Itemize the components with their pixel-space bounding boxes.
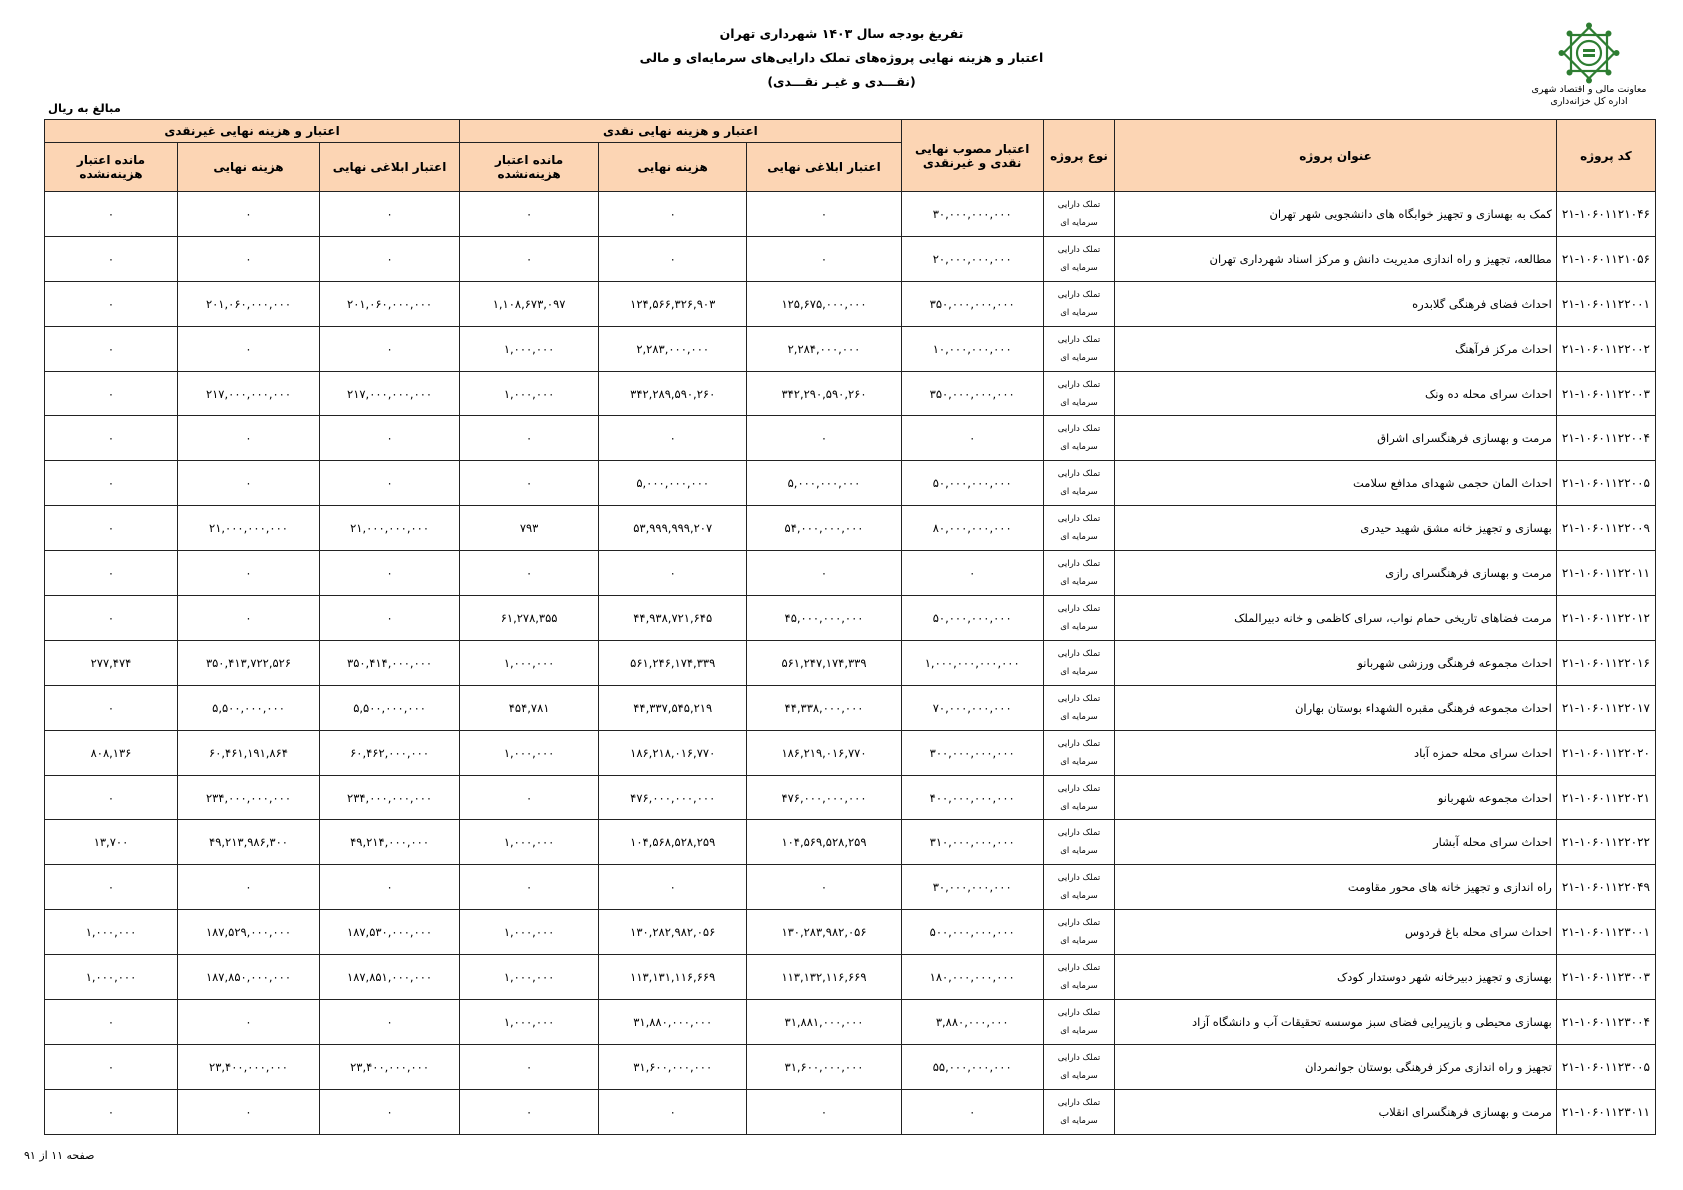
cell-noncash-notified: ۰ <box>320 192 460 237</box>
cell-noncash-notified: ۳۵۰,۴۱۴,۰۰۰,۰۰۰ <box>320 640 460 685</box>
document-titles <box>0 22 1683 94</box>
cell-noncash-cost: ۰ <box>177 1000 319 1045</box>
project-type-line-1: تملک دارایی <box>1057 1052 1101 1063</box>
table-row <box>45 236 1656 281</box>
cell-approved: ۷۰,۰۰۰,۰۰۰,۰۰۰ <box>901 685 1043 730</box>
project-type-line-2: سرمایه ای <box>1060 1115 1098 1126</box>
project-type-line-1: تملک دارایی <box>1057 1007 1101 1018</box>
cell-project-code: ۲۱-۱۰۶۰۱۱۲۳۰۰۱ <box>1556 910 1655 955</box>
table-row <box>45 192 1656 237</box>
cell-cash-unspent: ۱,۰۰۰,۰۰۰ <box>460 910 599 955</box>
project-type-line-2: سرمایه ای <box>1060 352 1098 363</box>
col-header-noncash-notified: اعتبار ابلاغی نهایی <box>320 143 460 192</box>
municipality-logo <box>1529 22 1649 108</box>
cell-project-code: ۲۱-۱۰۶۰۱۱۲۲۰۰۹ <box>1556 506 1655 551</box>
cell-cash-cost: ۳۴۲,۲۸۹,۵۹۰,۲۶۰ <box>599 371 747 416</box>
cell-cash-notified: ۴۵,۰۰۰,۰۰۰,۰۰۰ <box>747 596 901 641</box>
cell-noncash-cost: ۰ <box>177 596 319 641</box>
cell-project-title: مرمت و بهسازی فرهنگسرای انقلاب <box>1115 1089 1557 1134</box>
cell-noncash-notified: ۴۹,۲۱۴,۰۰۰,۰۰۰ <box>320 820 460 865</box>
project-type-line-2: سرمایه ای <box>1060 756 1098 767</box>
cell-noncash-unspent: ۰ <box>45 865 178 910</box>
cell-cash-cost: ۴۴,۹۳۸,۷۲۱,۶۴۵ <box>599 596 747 641</box>
cell-approved: ۵۰,۰۰۰,۰۰۰,۰۰۰ <box>901 461 1043 506</box>
cell-project-title: احداث المان حجمی شهدای مدافع سلامت <box>1115 461 1557 506</box>
cell-noncash-cost: ۰ <box>177 236 319 281</box>
cell-project-code: ۲۱-۱۰۶۰۱۱۲۲۰۲۲ <box>1556 820 1655 865</box>
cell-noncash-notified: ۲۱,۰۰۰,۰۰۰,۰۰۰ <box>320 506 460 551</box>
cell-noncash-cost: ۰ <box>177 416 319 461</box>
cell-project-code: ۲۱-۱۰۶۰۱۱۲۲۰۲۰ <box>1556 730 1655 775</box>
cell-noncash-unspent: ۰ <box>45 685 178 730</box>
table-row <box>45 955 1656 1000</box>
cell-project-title: احداث سرای محله آبشار <box>1115 820 1557 865</box>
cell-cash-cost: ۰ <box>599 416 747 461</box>
cell-noncash-unspent: ۰ <box>45 506 178 551</box>
cell-project-title: احداث سرای محله حمزه آباد <box>1115 730 1557 775</box>
cell-project-title: احداث مجموعه فرهنگی مقبره الشهداء بوستان بهاران <box>1115 685 1557 730</box>
project-type-line-2: سرمایه ای <box>1060 307 1098 318</box>
project-type-line-1: تملک دارایی <box>1057 918 1101 929</box>
cell-cash-notified: ۰ <box>747 192 901 237</box>
cell-cash-unspent: ۱,۰۰۰,۰۰۰ <box>460 326 599 371</box>
table-row <box>45 551 1656 596</box>
cell-cash-cost: ۲,۲۸۳,۰۰۰,۰۰۰ <box>599 326 747 371</box>
cell-project-type <box>1043 192 1115 237</box>
cell-noncash-cost: ۳۵۰,۴۱۳,۷۲۲,۵۲۶ <box>177 640 319 685</box>
cell-cash-notified: ۵,۰۰۰,۰۰۰,۰۰۰ <box>747 461 901 506</box>
cell-cash-cost: ۱۳۰,۲۸۲,۹۸۲,۰۵۶ <box>599 910 747 955</box>
cell-approved: ۱۰,۰۰۰,۰۰۰,۰۰۰ <box>901 326 1043 371</box>
table-row <box>45 371 1656 416</box>
cell-cash-unspent: ۱,۰۰۰,۰۰۰ <box>460 640 599 685</box>
table-body <box>45 192 1656 1135</box>
cell-cash-cost: ۱۰۴,۵۶۸,۵۲۸,۲۵۹ <box>599 820 747 865</box>
cell-project-type <box>1043 640 1115 685</box>
col-group-noncash: اعتبار و هزینه نهایی غیرنقدی <box>45 120 460 143</box>
cell-cash-notified: ۵۴,۰۰۰,۰۰۰,۰۰۰ <box>747 506 901 551</box>
cell-project-title: احداث سرای محله باغ فردوس <box>1115 910 1557 955</box>
cell-approved: ۵۰,۰۰۰,۰۰۰,۰۰۰ <box>901 596 1043 641</box>
tehran-municipality-emblem-icon <box>1558 22 1620 84</box>
cell-noncash-notified: ۰ <box>320 416 460 461</box>
col-group-cash: اعتبار و هزینه نهایی نقدی <box>460 120 902 143</box>
cell-project-type <box>1043 551 1115 596</box>
cell-project-code: ۲۱-۱۰۶۰۱۱۲۲۰۰۵ <box>1556 461 1655 506</box>
cell-noncash-notified: ۶۰,۴۶۲,۰۰۰,۰۰۰ <box>320 730 460 775</box>
cell-noncash-unspent: ۸۰۸,۱۳۶ <box>45 730 178 775</box>
cell-cash-unspent: ۷۹۳ <box>460 506 599 551</box>
col-header-cash-cost: هزینه نهایی <box>599 143 747 192</box>
cell-noncash-unspent: ۰ <box>45 1000 178 1045</box>
cell-project-title: راه اندازی و تجهیز خانه های محور مقاومت <box>1115 865 1557 910</box>
cell-cash-cost: ۰ <box>599 865 747 910</box>
cell-noncash-notified: ۲۱۷,۰۰۰,۰۰۰,۰۰۰ <box>320 371 460 416</box>
cell-cash-cost: ۵,۰۰۰,۰۰۰,۰۰۰ <box>599 461 747 506</box>
cell-cash-cost: ۴۷۶,۰۰۰,۰۰۰,۰۰۰ <box>599 775 747 820</box>
cell-project-code: ۲۱-۱۰۶۰۱۱۲۲۰۱۷ <box>1556 685 1655 730</box>
col-header-cash-unspent: مانده اعتبار هزینه‌نشده <box>460 143 599 192</box>
project-type-line-1: تملک دارایی <box>1057 1097 1101 1108</box>
cell-project-code: ۲۱-۱۰۶۰۱۱۲۳۰۰۵ <box>1556 1044 1655 1089</box>
cell-noncash-cost: ۲۱,۰۰۰,۰۰۰,۰۰۰ <box>177 506 319 551</box>
cell-noncash-notified: ۰ <box>320 1000 460 1045</box>
table-row <box>45 326 1656 371</box>
project-type-line-2: سرمایه ای <box>1060 397 1098 408</box>
cell-cash-cost: ۴۴,۳۳۷,۵۴۵,۲۱۹ <box>599 685 747 730</box>
cell-project-type <box>1043 326 1115 371</box>
cell-cash-notified: ۱۳۰,۲۸۳,۹۸۲,۰۵۶ <box>747 910 901 955</box>
cell-project-type <box>1043 506 1115 551</box>
project-type-line-2: سرمایه ای <box>1060 487 1098 498</box>
cell-cash-notified: ۴۴,۳۳۸,۰۰۰,۰۰۰ <box>747 685 901 730</box>
cell-noncash-notified: ۰ <box>320 596 460 641</box>
project-type-line-2: سرمایه ای <box>1060 621 1098 632</box>
col-header-code: کد پروژه <box>1556 120 1655 192</box>
col-header-type: نوع پروژه <box>1043 120 1115 192</box>
cell-noncash-cost: ۰ <box>177 551 319 596</box>
cell-noncash-unspent: ۰ <box>45 551 178 596</box>
cell-project-code: ۲۱-۱۰۶۰۱۱۲۲۰۰۴ <box>1556 416 1655 461</box>
project-type-line-2: سرمایه ای <box>1060 262 1098 273</box>
project-type-line-1: تملک دارایی <box>1057 559 1101 570</box>
cell-project-code: ۲۱-۱۰۶۰۱۱۲۲۰۱۱ <box>1556 551 1655 596</box>
project-type-line-2: سرمایه ای <box>1060 1070 1098 1081</box>
cell-approved: ۵۵,۰۰۰,۰۰۰,۰۰۰ <box>901 1044 1043 1089</box>
cell-cash-unspent: ۱,۰۰۰,۰۰۰ <box>460 371 599 416</box>
cell-noncash-cost: ۴۹,۲۱۳,۹۸۶,۳۰۰ <box>177 820 319 865</box>
table-row <box>45 910 1656 955</box>
cell-project-type <box>1043 371 1115 416</box>
project-type-line-2: سرمایه ای <box>1060 217 1098 228</box>
cell-noncash-notified: ۲۳۴,۰۰۰,۰۰۰,۰۰۰ <box>320 775 460 820</box>
project-type-line-1: تملک دارایی <box>1057 244 1101 255</box>
project-type-line-2: سرمایه ای <box>1060 801 1098 812</box>
project-type-line-2: سرمایه ای <box>1060 981 1098 992</box>
project-type-line-1: تملک دارایی <box>1057 424 1101 435</box>
cell-project-type <box>1043 955 1115 1000</box>
logo-caption-2: اداره کل خزانه‌داری <box>1550 96 1628 107</box>
cell-approved: ۳,۸۸۰,۰۰۰,۰۰۰ <box>901 1000 1043 1045</box>
table-row <box>45 1089 1656 1134</box>
project-type-line-2: سرمایه ای <box>1060 442 1098 453</box>
cell-noncash-unspent: ۰ <box>45 596 178 641</box>
cell-project-code: ۲۱-۱۰۶۰۱۱۲۲۰۰۳ <box>1556 371 1655 416</box>
cell-noncash-notified: ۲۰۱,۰۶۰,۰۰۰,۰۰۰ <box>320 281 460 326</box>
cell-cash-unspent: ۰ <box>460 192 599 237</box>
cell-project-code: ۲۱-۱۰۶۰۱۱۲۳۰۱۱ <box>1556 1089 1655 1134</box>
cell-noncash-cost: ۲۱۷,۰۰۰,۰۰۰,۰۰۰ <box>177 371 319 416</box>
cell-noncash-notified: ۰ <box>320 1089 460 1134</box>
table-row <box>45 1044 1656 1089</box>
project-type-line-1: تملک دارایی <box>1057 603 1101 614</box>
cell-cash-notified: ۰ <box>747 236 901 281</box>
cell-approved: ۳۵۰,۰۰۰,۰۰۰,۰۰۰ <box>901 281 1043 326</box>
cell-project-type <box>1043 865 1115 910</box>
cell-project-type <box>1043 416 1115 461</box>
cell-noncash-notified: ۱۸۷,۸۵۱,۰۰۰,۰۰۰ <box>320 955 460 1000</box>
project-type-line-2: سرمایه ای <box>1060 532 1098 543</box>
table-row <box>45 596 1656 641</box>
cell-noncash-notified: ۰ <box>320 326 460 371</box>
cell-project-type <box>1043 1089 1115 1134</box>
cell-project-title: احداث فضای فرهنگی گلابدره <box>1115 281 1557 326</box>
cell-project-title: احداث مجموعه فرهنگی ورزشی شهربانو <box>1115 640 1557 685</box>
cell-project-code: ۲۱-۱۰۶۰۱۱۲۲۰۱۲ <box>1556 596 1655 641</box>
cell-cash-notified: ۳۴۲,۲۹۰,۵۹۰,۲۶۰ <box>747 371 901 416</box>
cell-cash-notified: ۰ <box>747 551 901 596</box>
table-row <box>45 461 1656 506</box>
cell-noncash-notified: ۰ <box>320 461 460 506</box>
cell-project-title: مرمت فضاهای تاریخی حمام نواب، سرای کاظمی و خانه دبیرالملک <box>1115 596 1557 641</box>
cell-noncash-cost: ۶۰,۴۶۱,۱۹۱,۸۶۴ <box>177 730 319 775</box>
cell-approved: ۰ <box>901 551 1043 596</box>
cell-noncash-unspent: ۰ <box>45 461 178 506</box>
cell-project-title: مرمت و بهسازی فرهنگسرای اشراق <box>1115 416 1557 461</box>
project-type-line-1: تملک دارایی <box>1057 738 1101 749</box>
table-row <box>45 506 1656 551</box>
cell-project-title: مطالعه، تجهیز و راه اندازی مدیریت دانش و مرکز اسناد شهرداری تهران <box>1115 236 1557 281</box>
cell-project-type <box>1043 910 1115 955</box>
cell-project-code: ۲۱-۱۰۶۰۱۱۲۲۰۲۱ <box>1556 775 1655 820</box>
cell-project-code: ۲۱-۱۰۶۰۱۱۲۲۰۰۱ <box>1556 281 1655 326</box>
cell-noncash-notified: ۲۳,۴۰۰,۰۰۰,۰۰۰ <box>320 1044 460 1089</box>
cell-noncash-cost: ۱۸۷,۸۵۰,۰۰۰,۰۰۰ <box>177 955 319 1000</box>
cell-project-type <box>1043 820 1115 865</box>
cell-cash-cost: ۵۳,۹۹۹,۹۹۹,۲۰۷ <box>599 506 747 551</box>
cell-noncash-cost: ۰ <box>177 461 319 506</box>
cell-project-title: بهسازی محیطی و بازپیرایی فضای سبز موسسه تحقیقات آب و دانشگاه آزاد <box>1115 1000 1557 1045</box>
cell-approved: ۰ <box>901 1089 1043 1134</box>
cell-noncash-cost: ۱۸۷,۵۲۹,۰۰۰,۰۰۰ <box>177 910 319 955</box>
cell-project-code: ۲۱-۱۰۶۰۱۱۲۳۰۰۳ <box>1556 955 1655 1000</box>
cell-noncash-cost: ۲۰۱,۰۶۰,۰۰۰,۰۰۰ <box>177 281 319 326</box>
budget-table <box>44 119 1656 1135</box>
cell-cash-notified: ۵۶۱,۲۴۷,۱۷۴,۳۳۹ <box>747 640 901 685</box>
cell-noncash-unspent: ۰ <box>45 371 178 416</box>
cell-noncash-notified: ۰ <box>320 236 460 281</box>
cell-approved: ۳۰,۰۰۰,۰۰۰,۰۰۰ <box>901 865 1043 910</box>
cell-noncash-cost: ۰ <box>177 326 319 371</box>
cell-cash-unspent: ۶۱,۲۷۸,۳۵۵ <box>460 596 599 641</box>
cell-noncash-notified: ۱۸۷,۵۳۰,۰۰۰,۰۰۰ <box>320 910 460 955</box>
cell-cash-notified: ۲,۲۸۴,۰۰۰,۰۰۰ <box>747 326 901 371</box>
cell-noncash-cost: ۲۳۴,۰۰۰,۰۰۰,۰۰۰ <box>177 775 319 820</box>
project-type-line-1: تملک دارایی <box>1057 289 1101 300</box>
project-type-line-2: سرمایه ای <box>1060 846 1098 857</box>
cell-noncash-unspent: ۰ <box>45 1044 178 1089</box>
project-type-line-1: تملک دارایی <box>1057 514 1101 525</box>
cell-cash-unspent: ۰ <box>460 461 599 506</box>
cell-cash-cost: ۳۱,۶۰۰,۰۰۰,۰۰۰ <box>599 1044 747 1089</box>
title-line-1: تفریغ بودجه سال ۱۴۰۳ شهرداری تهران <box>719 26 964 41</box>
project-type-line-2: سرمایه ای <box>1060 891 1098 902</box>
cell-cash-notified: ۱۱۳,۱۳۲,۱۱۶,۶۶۹ <box>747 955 901 1000</box>
project-type-line-2: سرمایه ای <box>1060 666 1098 677</box>
col-header-cash-notified: اعتبار ابلاغی نهایی <box>747 143 901 192</box>
project-type-line-1: تملک دارایی <box>1057 783 1101 794</box>
cell-project-title: بهسازی و تجهیز دبیرخانه شهر دوستدار کودک <box>1115 955 1557 1000</box>
project-type-line-2: سرمایه ای <box>1060 711 1098 722</box>
table-row <box>45 416 1656 461</box>
cell-cash-cost: ۰ <box>599 192 747 237</box>
title-line-2: اعتبار و هزینه نهایی پروژه‌های تملک دارایی‌های سرمایه‌ای و مالی <box>639 50 1044 65</box>
cell-cash-cost: ۰ <box>599 551 747 596</box>
cell-cash-unspent: ۰ <box>460 1089 599 1134</box>
cell-project-type <box>1043 236 1115 281</box>
cell-cash-unspent: ۱,۱۰۸,۶۷۳,۰۹۷ <box>460 281 599 326</box>
cell-approved: ۴۰۰,۰۰۰,۰۰۰,۰۰۰ <box>901 775 1043 820</box>
cell-noncash-unspent: ۰ <box>45 236 178 281</box>
col-header-noncash-unspent: مانده اعتبار هزینه‌نشده <box>45 143 178 192</box>
cell-noncash-unspent: ۲۷۷,۴۷۴ <box>45 640 178 685</box>
cell-project-code: ۲۱-۱۰۶۰۱۱۲۱۰۵۶ <box>1556 236 1655 281</box>
cell-project-title: تجهیز و راه اندازی مرکز فرهنگی بوستان جوانمردان <box>1115 1044 1557 1089</box>
table-row <box>45 685 1656 730</box>
col-header-title: عنوان پروژه <box>1115 120 1557 192</box>
col-header-approved: اعتبار مصوب نهایی نقدی و غیرنقدی <box>901 120 1043 192</box>
cell-approved: ۲۰,۰۰۰,۰۰۰,۰۰۰ <box>901 236 1043 281</box>
cell-project-type <box>1043 461 1115 506</box>
cell-cash-cost: ۱۸۶,۲۱۸,۰۱۶,۷۷۰ <box>599 730 747 775</box>
cell-project-code: ۲۱-۱۰۶۰۱۱۲۲۰۱۶ <box>1556 640 1655 685</box>
cell-noncash-unspent: ۰ <box>45 192 178 237</box>
cell-noncash-notified: ۰ <box>320 865 460 910</box>
cell-noncash-notified: ۰ <box>320 551 460 596</box>
project-type-line-1: تملک دارایی <box>1057 199 1101 210</box>
cell-project-title: احداث مرکز فرآهنگ <box>1115 326 1557 371</box>
cell-project-code: ۲۱-۱۰۶۰۱۱۲۲۰۴۹ <box>1556 865 1655 910</box>
cell-cash-cost: ۰ <box>599 236 747 281</box>
cell-cash-cost: ۳۱,۸۸۰,۰۰۰,۰۰۰ <box>599 1000 747 1045</box>
project-type-line-2: سرمایه ای <box>1060 936 1098 947</box>
table-row <box>45 730 1656 775</box>
project-type-line-1: تملک دارایی <box>1057 469 1101 480</box>
cell-cash-notified: ۰ <box>747 416 901 461</box>
cell-project-type <box>1043 596 1115 641</box>
table-row <box>45 775 1656 820</box>
project-type-line-1: تملک دارایی <box>1057 828 1101 839</box>
cell-project-type <box>1043 685 1115 730</box>
cell-cash-unspent: ۱,۰۰۰,۰۰۰ <box>460 1000 599 1045</box>
cell-cash-unspent: ۰ <box>460 551 599 596</box>
cell-cash-unspent: ۰ <box>460 416 599 461</box>
cell-approved: ۳۰۰,۰۰۰,۰۰۰,۰۰۰ <box>901 730 1043 775</box>
cell-cash-notified: ۳۱,۸۸۱,۰۰۰,۰۰۰ <box>747 1000 901 1045</box>
cell-cash-notified: ۱۰۴,۵۶۹,۵۲۸,۲۵۹ <box>747 820 901 865</box>
cell-project-type <box>1043 281 1115 326</box>
cell-project-type <box>1043 730 1115 775</box>
title-line-3: (نقـــدی و غیـر نقـــدی) <box>767 74 916 89</box>
cell-noncash-cost: ۲۳,۴۰۰,۰۰۰,۰۰۰ <box>177 1044 319 1089</box>
cell-project-type <box>1043 1000 1115 1045</box>
cell-project-type <box>1043 1044 1115 1089</box>
cell-noncash-unspent: ۰ <box>45 326 178 371</box>
cell-noncash-cost: ۰ <box>177 1089 319 1134</box>
cell-project-code: ۲۱-۱۰۶۰۱۱۲۲۰۰۲ <box>1556 326 1655 371</box>
project-type-line-1: تملک دارایی <box>1057 693 1101 704</box>
cell-cash-notified: ۰ <box>747 1089 901 1134</box>
cell-project-title: بهسازی و تجهیز خانه مشق شهید حیدری <box>1115 506 1557 551</box>
logo-caption-1: معاونت مالی و اقتصاد شهری <box>1531 84 1647 95</box>
cell-noncash-cost: ۰ <box>177 865 319 910</box>
project-type-line-1: تملک دارایی <box>1057 963 1101 974</box>
cell-approved: ۸۰,۰۰۰,۰۰۰,۰۰۰ <box>901 506 1043 551</box>
cell-approved: ۳۱۰,۰۰۰,۰۰۰,۰۰۰ <box>901 820 1043 865</box>
cell-cash-unspent: ۰ <box>460 1044 599 1089</box>
table-row <box>45 820 1656 865</box>
cell-project-code: ۲۱-۱۰۶۰۱۱۲۱۰۴۶ <box>1556 192 1655 237</box>
cell-cash-unspent: ۱,۰۰۰,۰۰۰ <box>460 820 599 865</box>
cell-project-type <box>1043 775 1115 820</box>
cell-approved: ۱۸۰,۰۰۰,۰۰۰,۰۰۰ <box>901 955 1043 1000</box>
cell-cash-notified: ۴۷۶,۰۰۰,۰۰۰,۰۰۰ <box>747 775 901 820</box>
project-type-line-2: سرمایه ای <box>1060 1025 1098 1036</box>
currency-units-note: مبالغ به ریال <box>48 101 121 115</box>
cell-cash-notified: ۱۲۵,۶۷۵,۰۰۰,۰۰۰ <box>747 281 901 326</box>
cell-project-title: احداث مجموعه شهربانو <box>1115 775 1557 820</box>
cell-project-title: احداث سرای محله ده ونک <box>1115 371 1557 416</box>
cell-cash-unspent: ۱,۰۰۰,۰۰۰ <box>460 730 599 775</box>
cell-noncash-unspent: ۰ <box>45 1089 178 1134</box>
project-type-line-2: سرمایه ای <box>1060 577 1098 588</box>
cell-approved: ۰ <box>901 416 1043 461</box>
cell-cash-notified: ۰ <box>747 865 901 910</box>
cell-noncash-unspent: ۰ <box>45 775 178 820</box>
cell-cash-cost: ۰ <box>599 1089 747 1134</box>
cell-noncash-unspent: ۰ <box>45 281 178 326</box>
cell-cash-unspent: ۰ <box>460 236 599 281</box>
project-type-line-1: تملک دارایی <box>1057 334 1101 345</box>
cell-cash-cost: ۱۲۴,۵۶۶,۳۲۶,۹۰۳ <box>599 281 747 326</box>
cell-cash-unspent: ۴۵۴,۷۸۱ <box>460 685 599 730</box>
project-type-line-1: تملک دارایی <box>1057 648 1101 659</box>
cell-noncash-notified: ۵,۵۰۰,۰۰۰,۰۰۰ <box>320 685 460 730</box>
cell-approved: ۳۵۰,۰۰۰,۰۰۰,۰۰۰ <box>901 371 1043 416</box>
cell-cash-notified: ۳۱,۶۰۰,۰۰۰,۰۰۰ <box>747 1044 901 1089</box>
table-row <box>45 865 1656 910</box>
cell-noncash-unspent: ۱,۰۰۰,۰۰۰ <box>45 955 178 1000</box>
cell-project-title: کمک به بهسازی و تجهیز خوابگاه های دانشجویی شهر تهران <box>1115 192 1557 237</box>
cell-cash-notified: ۱۸۶,۲۱۹,۰۱۶,۷۷۰ <box>747 730 901 775</box>
cell-cash-unspent: ۰ <box>460 865 599 910</box>
table-row <box>45 281 1656 326</box>
cell-noncash-unspent: ۰ <box>45 416 178 461</box>
col-header-noncash-cost: هزینه نهایی <box>177 143 319 192</box>
cell-noncash-cost: ۰ <box>177 192 319 237</box>
cell-noncash-unspent: ۱,۰۰۰,۰۰۰ <box>45 910 178 955</box>
cell-noncash-cost: ۵,۵۰۰,۰۰۰,۰۰۰ <box>177 685 319 730</box>
cell-cash-cost: ۱۱۳,۱۳۱,۱۱۶,۶۶۹ <box>599 955 747 1000</box>
table-row <box>45 640 1656 685</box>
cell-project-code: ۲۱-۱۰۶۰۱۱۲۳۰۰۴ <box>1556 1000 1655 1045</box>
cell-approved: ۵۰۰,۰۰۰,۰۰۰,۰۰۰ <box>901 910 1043 955</box>
cell-cash-unspent: ۱,۰۰۰,۰۰۰ <box>460 955 599 1000</box>
cell-noncash-unspent: ۱۳,۷۰۰ <box>45 820 178 865</box>
cell-cash-cost: ۵۶۱,۲۴۶,۱۷۴,۳۳۹ <box>599 640 747 685</box>
table-row <box>45 1000 1656 1045</box>
page-number: صفحه ۱۱ از ۹۱ <box>24 1149 95 1162</box>
cell-approved: ۱,۰۰۰,۰۰۰,۰۰۰,۰۰۰ <box>901 640 1043 685</box>
project-type-line-1: تملک دارایی <box>1057 379 1101 390</box>
cell-approved: ۳۰,۰۰۰,۰۰۰,۰۰۰ <box>901 192 1043 237</box>
project-type-line-1: تملک دارایی <box>1057 873 1101 884</box>
cell-project-title: مرمت و بهسازی فرهنگسرای رازی <box>1115 551 1557 596</box>
cell-cash-unspent: ۰ <box>460 775 599 820</box>
